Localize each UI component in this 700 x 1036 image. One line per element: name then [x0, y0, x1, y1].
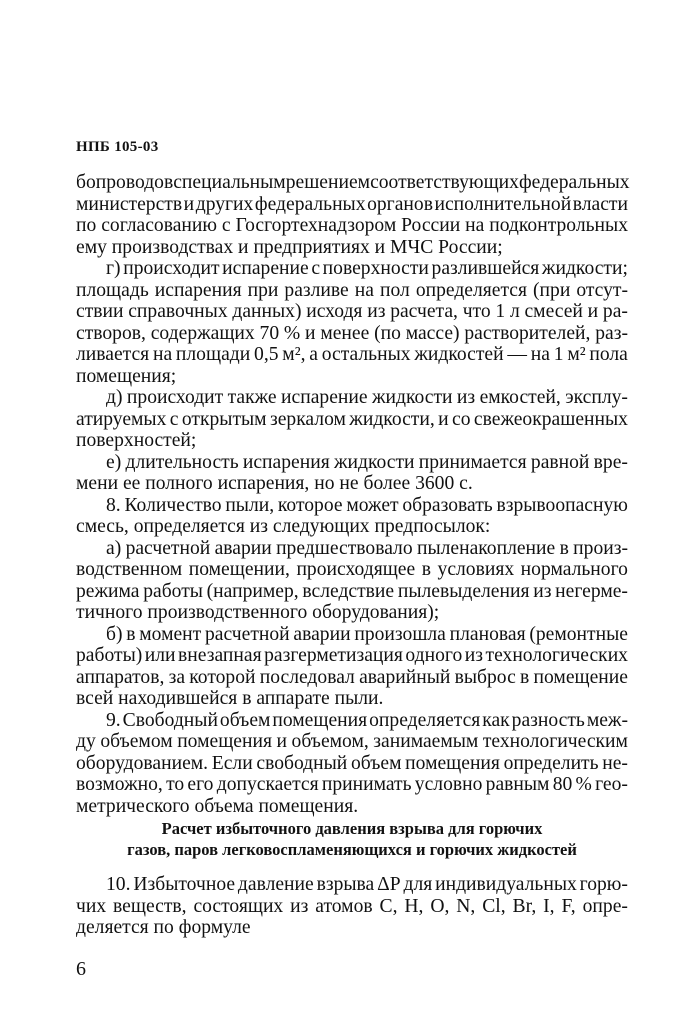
- text-line: чих веществ, состоящих из атомов C, H, O, N, Cl, Br, I, F, опре-: [76, 895, 628, 917]
- text-line: площадь испарения при разливе на пол определяется (при отсут-: [76, 279, 628, 301]
- text-line: министерств и других федеральных органов исполнительной власти: [76, 193, 628, 215]
- text-line: режима работы (например, вследствие пылевыделения из негерме-: [76, 580, 628, 602]
- text-line: аппаратов, за которой последовал аварийный выброс в помещение: [76, 666, 628, 688]
- section-heading: [76, 818, 628, 860]
- text-line: тичного производственного оборудования);: [76, 602, 440, 623]
- text-line: деляется по формуле: [76, 917, 251, 938]
- document-header: НПБ 105-03: [76, 139, 159, 155]
- text-line: ливается на площади 0,5 м², а остальных жидкостей — на 1 м² пола: [76, 344, 628, 365]
- text-line: створов, содержащих 70 % и менее (по массе) растворителей, раз-: [76, 322, 628, 344]
- text-line: 8. Количество пыли, которое может образовать взрывоопасную: [106, 494, 628, 516]
- text-line: оборудованием. Если свободный объем помещения определить не-: [76, 752, 628, 774]
- text-line: 10. Избыточное давление взрыва ΔP для индивидуальных горю-: [106, 874, 628, 895]
- text-line: всей находившейся в аппарате пыли.: [76, 688, 384, 709]
- text-line: водственном помещении, происходящее в условиях нормального: [76, 559, 628, 580]
- text-line: помещения;: [76, 365, 177, 387]
- text-line: ду объемом помещения и объемом, занимаемым технологическим: [76, 731, 628, 752]
- text-line: по согласованию с Госгортехнадзором России на подконтрольных: [76, 215, 628, 236]
- text-line: ствии справочных данных) исходя из расчета, что 1 л смесей и ра-: [76, 301, 628, 322]
- text-line: бопроводов специальным решением соответствующих федеральных: [76, 172, 630, 193]
- section-heading-line-1: Расчет избыточного давления взрыва для горючих: [161, 819, 543, 838]
- text-line: б) в момент расчетной аварии произошла плановая (ремонтные: [106, 623, 628, 645]
- text-line: атируемых с открытым зеркалом жидкости, и со свежеокрашенных: [76, 408, 628, 430]
- text-line: 9. Свободный объем помещения определяется как разность меж-: [106, 709, 628, 731]
- section-text: [76, 874, 628, 939]
- text-line: возможно, то его допускается принимать условно равным 80 % гео-: [76, 774, 628, 795]
- text-line: а) расчетной аварии предшествовало пыленакопление в произ-: [106, 537, 628, 559]
- text-line: метрического объема помещения.: [76, 795, 359, 817]
- text-line: работы) или внезапная разгерметизация одного из технологических: [76, 645, 628, 666]
- page-number: 6: [76, 958, 86, 980]
- text-line: е) длительность испарения жидкости принимается равной вре-: [106, 451, 628, 473]
- text-line: мени ее полного испарения, но не более 3600 с.: [76, 473, 473, 494]
- text-line: д) происходит также испарение жидкости из емкостей, эксплу-: [106, 387, 628, 408]
- text-line: смесь, определяется из следующих предпосылок:: [76, 516, 491, 537]
- text-line: поверхностей;: [76, 430, 197, 451]
- section-heading-line-2: газов, паров легковоспламеняющихся и горючих жидкостей: [127, 840, 577, 859]
- text-line: ему производствах и предприятиях и МЧС России;: [76, 236, 503, 258]
- body-text: [76, 172, 628, 817]
- text-line: г) происходит испарение с поверхности разлившейся жидкости;: [106, 258, 628, 279]
